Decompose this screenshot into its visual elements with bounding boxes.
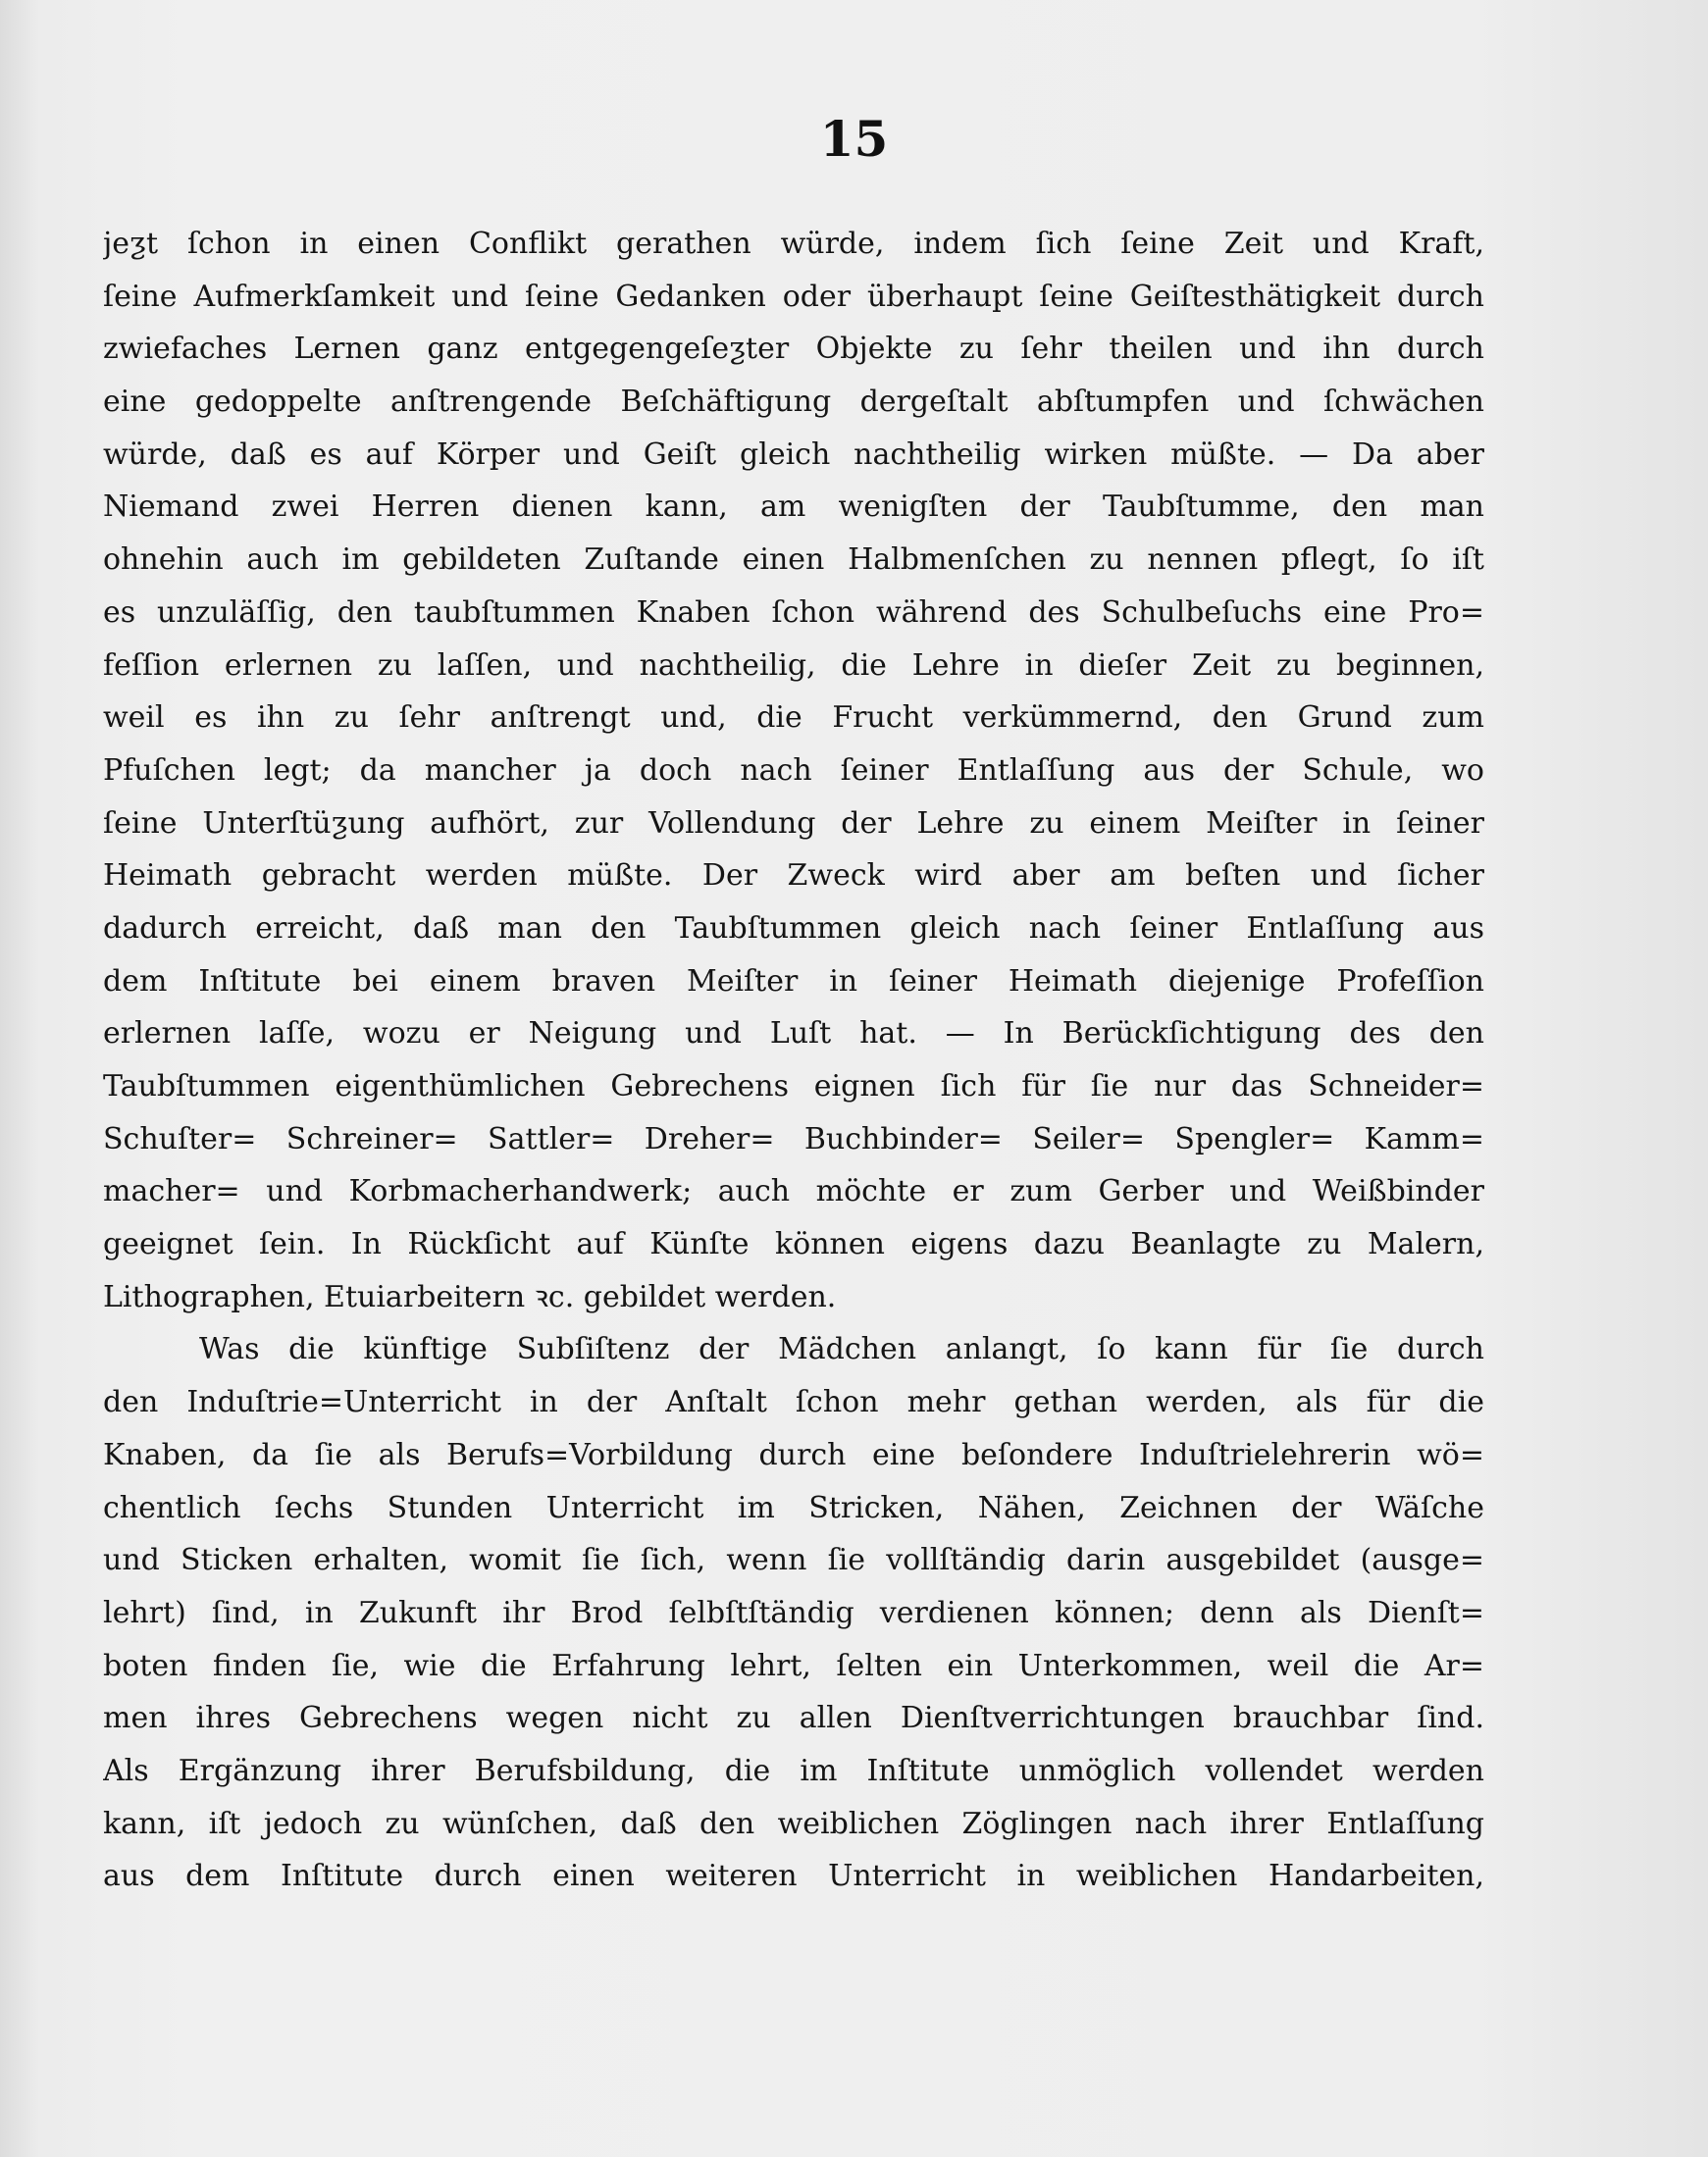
text-line: Heimath gebracht werden müßte. Der Zweck wird aber am beſten und ſicher (103, 858, 1484, 894)
text-line: geeignet ſein. In Rückſicht auf Künſte können eigens dazu Beanlagte zu Malern, (103, 1227, 1484, 1262)
text-line: Niemand zwei Herren dienen kann, am wenigſten der Taubſtumme, den man (103, 489, 1484, 525)
text-line: eine gedoppelte anſtrengende Beſchäftigung dergeſtalt abſtumpfen und ſchwächen (103, 385, 1484, 420)
text-line: kann, iſt jedoch zu wünſchen, daß den weiblichen Zöglingen nach ihrer Entlaſſung (103, 1806, 1484, 1841)
text-line: aus dem Inſtitute durch einen weiteren Unterricht in weiblichen Handarbeiten, (103, 1859, 1484, 1894)
text-line: Lithographen, Etuiarbeitern ꝛc. gebildet werden. (103, 1279, 837, 1314)
text-line: men ihres Gebrechens wegen nicht zu allen Dienſtverrichtungen brauchbar ſind. (103, 1701, 1484, 1736)
text-line: ſeine Unterſtüƺung aufhört, zur Vollendung der Lehre zu einem Meiſter in ſeiner (103, 805, 1484, 841)
text-line: dadurch erreicht, daß man den Taubſtummen gleich nach ſeiner Entlaſſung aus (103, 910, 1484, 946)
text-line: Taubſtummen eigenthümlichen Gebrechens eignen ſich für ſie nur das Schneider= (103, 1069, 1484, 1104)
text-line: zwiefaches Lernen ganz entgegengeſeƺter Objekte zu ſehr theilen und ihn durch (103, 332, 1484, 367)
text-line: Was die künftige Subſiſtenz der Mädchen anlangt, ſo kann für ſie durch (199, 1332, 1484, 1367)
text-line: Knaben, da ſie als Berufs=Vorbildung durch eine beſondere Induſtrielehrerin wö= (103, 1437, 1484, 1472)
text-line: Schuſter= Schreiner= Sattler= Dreher= Buchbinder= Seiler= Spengler= Kamm= (103, 1121, 1484, 1156)
text-line: ohnehin auch im gebildeten Zuſtande einen Halbmenſchen zu nennen pflegt, ſo iſt (103, 542, 1484, 578)
text-line: den Induſtrie=Unterricht in der Anſtalt ſchon mehr gethan werden, als für die (103, 1385, 1484, 1420)
text-line: jeƺt ſchon in einen Conflikt gerathen würde, indem ſich ſeine Zeit und Kraft, (103, 227, 1484, 261)
text-line: es unzuläſſig, den taubſtummen Knaben ſchon während des Schulbeſuchs eine Pro= (103, 594, 1484, 630)
text-line: Als Ergänzung ihrer Berufsbildung, die im Inſtitute unmöglich vollendet werden (103, 1753, 1484, 1788)
body-text (103, 218, 1484, 1903)
text-line: boten finden ſie, wie die Erfahrung lehrt, ſelten ein Unterkommen, weil die Ar= (103, 1648, 1484, 1683)
page-number: 15 (819, 110, 889, 168)
text-line: ſeine Aufmerkſamkeit und ſeine Gedanken oder überhaupt ſeine Geiſtesthätigkeit durch (103, 279, 1484, 314)
text-line: dem Inſtitute bei einem braven Meiſter in ſeiner Heimath diejenige Profeſſion (103, 963, 1484, 999)
text-line: feſſion erlernen zu laſſen, und nachtheilig, die Lehre in dieſer Zeit zu beginnen, (103, 647, 1484, 683)
text-line: lehrt) ſind, in Zukunft ihr Brod ſelbſtſtändig verdienen können; denn als Dienſt= (103, 1595, 1484, 1630)
text-line: erlernen laſſe, wozu er Neigung und Luſt hat. — In Berückſichtigung des den (103, 1016, 1484, 1052)
text-line: und Sticken erhalten, womit ſie ſich, wenn ſie vollſtändig darin ausgebildet (ausge= (103, 1543, 1484, 1578)
text-line: weil es ihn zu ſehr anſtrengt und, die Frucht verkümmernd, den Grund zum (103, 700, 1484, 736)
text-line: macher= und Korbmacherhandwerk; auch möchte er zum Gerber und Weißbinder (103, 1174, 1484, 1209)
text-line: Pfuſchen legt; da mancher ja doch nach ſeiner Entlaſſung aus der Schule, wo (103, 752, 1484, 788)
text-line: chentlich ſechs Stunden Unterricht im Stricken, Nähen, Zeichnen der Wäſche (103, 1490, 1484, 1525)
text-line: würde, daß es auf Körper und Geiſt gleich nachtheilig wirken müßte. — Da aber (103, 437, 1484, 472)
